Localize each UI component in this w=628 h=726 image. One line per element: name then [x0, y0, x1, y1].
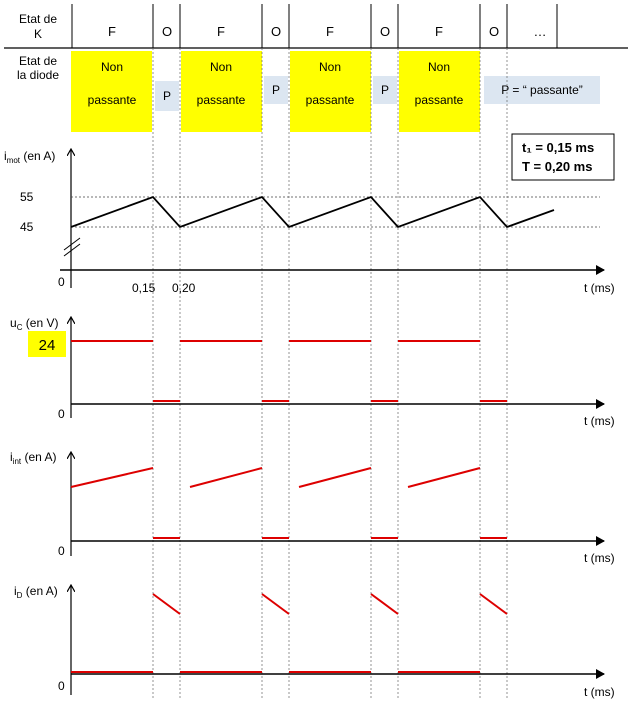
non-passante-4-line1: Non [427, 60, 451, 74]
k-state-label-line2: K [33, 27, 43, 41]
state-table [4, 4, 628, 132]
axis-break-2 [64, 244, 80, 256]
non-passante-1-line1: Non [100, 60, 124, 74]
iint-waveform [71, 468, 507, 538]
iint-ramp-2 [190, 468, 262, 487]
passante-3: P [380, 83, 390, 97]
passante-1: P [162, 89, 172, 103]
non-passante-4-line2: passante [414, 93, 464, 107]
k-state-4: O [270, 24, 282, 39]
iint-origin: 0 [58, 544, 65, 558]
param-t1: t₁ = 0,15 ms [522, 140, 595, 155]
k-state-1: F [108, 24, 116, 39]
k-state-9: … [533, 24, 547, 39]
uc-plot [10, 316, 615, 428]
non-passante-2-line1: Non [209, 60, 233, 74]
diode-state-label-line1: Etat de [18, 54, 58, 68]
iint-ramp-4 [408, 468, 480, 487]
k-state-7: F [435, 24, 443, 39]
id-ramp-2 [262, 594, 289, 614]
id-axis-label: $i_D$ (en A) [14, 584, 58, 600]
switching-guides [153, 48, 507, 700]
id-time-label: t (ms) [584, 685, 615, 699]
iint-axis-label: $i_{int}$ (en A) [10, 450, 57, 466]
id-ramp-3 [371, 594, 398, 614]
non-passante-1-line2: passante [87, 93, 137, 107]
non-passante-3-line1: Non [318, 60, 342, 74]
k-state-label-line1: Etat de [18, 12, 58, 26]
id-ramp-4 [480, 594, 507, 614]
param-T: T = 0,20 ms [522, 159, 593, 174]
id-ramp-1 [153, 594, 180, 614]
imot-level-45: 45 [20, 220, 34, 234]
diode-state-label-line2: la diode [16, 68, 60, 82]
imot-time-label: t (ms) [584, 281, 615, 295]
iint-time-label: t (ms) [584, 551, 615, 565]
tick-T: 0,20 [172, 281, 196, 295]
uc-level-24: 24 [38, 337, 56, 354]
iint-plot [10, 450, 615, 565]
k-state-3: F [217, 24, 225, 39]
uc-origin: 0 [58, 407, 65, 421]
k-state-6: O [379, 24, 391, 39]
iint-ramp-1 [71, 468, 153, 487]
passante-full-label: P = “ passante” [501, 83, 583, 97]
non-passante-2-line2: passante [196, 93, 246, 107]
iint-ramp-3 [299, 468, 371, 487]
uc-axis-label: $u_C$ (en V) [10, 316, 59, 332]
imot-axis-label: $i_{mot}$ (en A) [4, 149, 56, 165]
k-state-5: F [326, 24, 334, 39]
tick-t1: 0,15 [132, 281, 156, 295]
imot-waveform [71, 197, 554, 227]
passante-2: P [271, 83, 281, 97]
k-state-2: O [161, 24, 173, 39]
k-state-8: O [488, 24, 500, 39]
imot-level-55: 55 [20, 190, 34, 204]
non-passante-3-line2: passante [305, 93, 355, 107]
axis-break-1 [64, 238, 80, 250]
imot-origin: 0 [58, 275, 65, 289]
id-plot [14, 584, 615, 699]
imot-plot [4, 134, 615, 295]
id-origin: 0 [58, 679, 65, 693]
uc-time-label: t (ms) [584, 414, 615, 428]
